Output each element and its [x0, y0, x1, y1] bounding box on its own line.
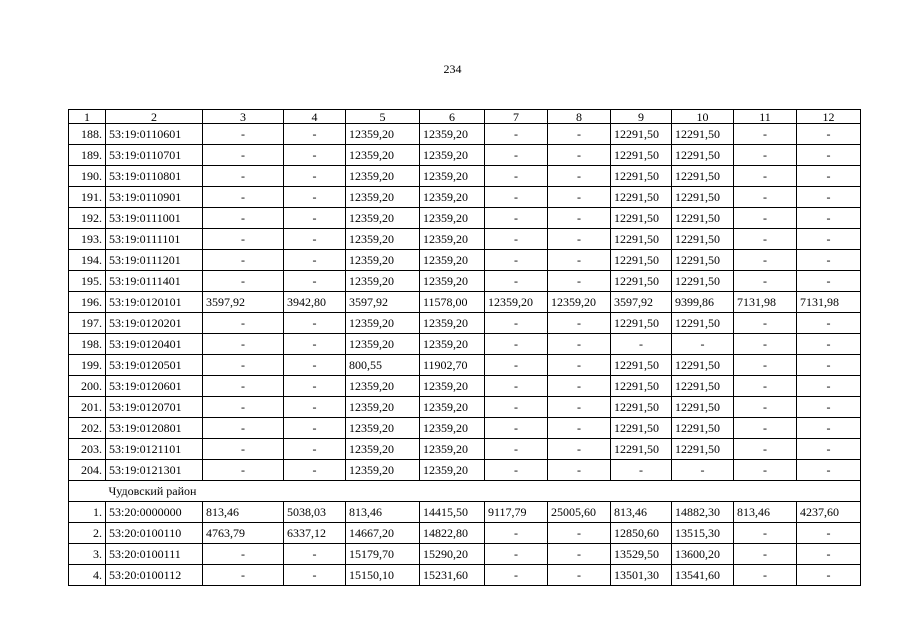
table-cell: -: [284, 208, 346, 229]
table-cell: 53:19:0120401: [106, 334, 203, 355]
table-row: [69, 145, 861, 166]
table-cell: -: [734, 418, 797, 439]
table-cell: 7131,98: [734, 292, 797, 313]
table-row: [69, 334, 861, 355]
table-cell: -: [548, 250, 611, 271]
table-cell: -: [284, 439, 346, 460]
table-row: [69, 229, 861, 250]
table-row: [69, 250, 861, 271]
header-row: [69, 110, 861, 124]
table-cell: -: [797, 271, 861, 292]
table-cell: 12359,20: [346, 166, 420, 187]
table-cell: 198.: [69, 334, 106, 355]
table-row: [69, 187, 861, 208]
table-cell: 12359,20: [346, 334, 420, 355]
table-row: [69, 124, 861, 145]
table-cell: 14667,20: [346, 523, 420, 544]
table-cell: -: [485, 124, 548, 145]
table-cell: 193.: [69, 229, 106, 250]
table-cell: -: [548, 544, 611, 565]
table-row: [69, 376, 861, 397]
table-cell: 2.: [69, 523, 106, 544]
table-cell: 53:19:0110601: [106, 124, 203, 145]
table-row: [69, 208, 861, 229]
table-cell: 4.: [69, 565, 106, 586]
column-header: 6: [420, 110, 485, 124]
table-cell: -: [485, 565, 548, 586]
table-cell: 13515,30: [672, 523, 734, 544]
table-row: [69, 502, 861, 523]
table-cell: -: [734, 229, 797, 250]
table-cell: -: [284, 460, 346, 481]
table-cell: -: [734, 250, 797, 271]
table-cell: 12291,50: [672, 271, 734, 292]
table-cell: 12291,50: [611, 166, 672, 187]
table-cell: -: [734, 397, 797, 418]
table-cell: 15290,20: [420, 544, 485, 565]
table-cell: 12359,20: [420, 460, 485, 481]
table-cell: -: [485, 271, 548, 292]
table-cell: 12359,20: [548, 292, 611, 313]
table-cell: 12359,20: [346, 208, 420, 229]
table-cell: -: [611, 334, 672, 355]
table-cell: 12291,50: [611, 208, 672, 229]
table-cell: 14822,80: [420, 523, 485, 544]
table-cell: 12359,20: [420, 229, 485, 250]
table-cell: -: [548, 439, 611, 460]
table-cell: 53:19:0110801: [106, 166, 203, 187]
table-cell: -: [797, 460, 861, 481]
table-cell: 12291,50: [611, 124, 672, 145]
table-cell: 12291,50: [611, 313, 672, 334]
table-cell: 12359,20: [346, 229, 420, 250]
table-cell: 53:19:0120701: [106, 397, 203, 418]
table-cell: -: [797, 166, 861, 187]
table-cell: 12291,50: [611, 250, 672, 271]
table-cell: -: [203, 187, 284, 208]
table-cell: 12291,50: [672, 124, 734, 145]
table-cell: 12359,20: [420, 271, 485, 292]
table-cell: 12359,20: [346, 124, 420, 145]
table-cell: -: [734, 523, 797, 544]
column-header: 8: [548, 110, 611, 124]
table-cell: 53:20:0100112: [106, 565, 203, 586]
table-cell: -: [734, 334, 797, 355]
column-header: 3: [203, 110, 284, 124]
table-cell: -: [284, 355, 346, 376]
table-cell: 12291,50: [672, 418, 734, 439]
table-row: [69, 292, 861, 313]
table-cell: 15150,10: [346, 565, 420, 586]
table-cell: 12359,20: [346, 145, 420, 166]
column-header: 11: [734, 110, 797, 124]
table-cell: 800,55: [346, 355, 420, 376]
table-cell: 813,46: [611, 502, 672, 523]
table-cell: 191.: [69, 187, 106, 208]
table-cell: 12359,20: [420, 124, 485, 145]
table-cell: -: [734, 544, 797, 565]
table-cell: 6337,12: [284, 523, 346, 544]
table-cell: -: [284, 250, 346, 271]
table-cell: -: [485, 460, 548, 481]
table-cell: 12359,20: [420, 439, 485, 460]
table-cell: -: [485, 145, 548, 166]
table-cell: 9117,79: [485, 502, 548, 523]
column-header: 12: [797, 110, 861, 124]
table-row: [69, 460, 861, 481]
table-cell: 53:19:0111401: [106, 271, 203, 292]
table-cell: -: [284, 313, 346, 334]
table-cell: -: [203, 397, 284, 418]
table-cell: 53:19:0120501: [106, 355, 203, 376]
table-cell: -: [548, 418, 611, 439]
table-cell: 12291,50: [611, 187, 672, 208]
table-row: [69, 355, 861, 376]
table-row: [69, 271, 861, 292]
column-header: 4: [284, 110, 346, 124]
table-cell: -: [485, 544, 548, 565]
table-cell: -: [548, 229, 611, 250]
column-header: 10: [672, 110, 734, 124]
table-cell: -: [797, 418, 861, 439]
table-cell: -: [797, 376, 861, 397]
page-number: 234: [443, 62, 462, 76]
table-cell: 12359,20: [346, 439, 420, 460]
table-cell: -: [203, 124, 284, 145]
column-header: 7: [485, 110, 548, 124]
table-cell: -: [203, 376, 284, 397]
table-cell: 12359,20: [346, 271, 420, 292]
table-cell: -: [797, 145, 861, 166]
table-cell: -: [485, 376, 548, 397]
table-cell: 3597,92: [203, 292, 284, 313]
table-cell: -: [797, 229, 861, 250]
table-cell: 12291,50: [611, 418, 672, 439]
table-cell: 197.: [69, 313, 106, 334]
table-cell: 3.: [69, 544, 106, 565]
table-row: [69, 397, 861, 418]
table-row: [69, 523, 861, 544]
table-cell: -: [284, 124, 346, 145]
table-cell: 11578,00: [420, 292, 485, 313]
table-cell: -: [485, 187, 548, 208]
data-table: [68, 109, 861, 586]
table-cell: -: [284, 229, 346, 250]
table-cell: -: [797, 313, 861, 334]
table-cell: 12359,20: [420, 334, 485, 355]
table-cell: 12291,50: [672, 229, 734, 250]
table-cell: -: [548, 376, 611, 397]
table-cell: -: [203, 334, 284, 355]
table-cell: -: [734, 355, 797, 376]
table-cell: 12359,20: [420, 208, 485, 229]
table-cell: 12359,20: [420, 250, 485, 271]
table-cell: 53:19:0120801: [106, 418, 203, 439]
table-cell: -: [203, 166, 284, 187]
table-cell: 12291,50: [672, 208, 734, 229]
table-cell: -: [203, 418, 284, 439]
table-cell: 12291,50: [672, 376, 734, 397]
table-cell: -: [485, 439, 548, 460]
table-cell: 12359,20: [346, 187, 420, 208]
table-cell: -: [485, 523, 548, 544]
table-cell: -: [485, 355, 548, 376]
table-cell: 9399,86: [672, 292, 734, 313]
table-cell: -: [734, 124, 797, 145]
table-cell: -: [797, 565, 861, 586]
table-cell: 12359,20: [485, 292, 548, 313]
table-cell: 12359,20: [420, 397, 485, 418]
column-header: 9: [611, 110, 672, 124]
table-cell: 12291,50: [672, 439, 734, 460]
section-row: [69, 481, 861, 502]
table-cell: -: [203, 565, 284, 586]
table-row: [69, 313, 861, 334]
table-cell: -: [485, 334, 548, 355]
table-cell: 12291,50: [611, 397, 672, 418]
table-cell: -: [284, 544, 346, 565]
table-cell: -: [734, 187, 797, 208]
table-cell: -: [734, 166, 797, 187]
table-cell: 12359,20: [346, 397, 420, 418]
table-cell: -: [797, 355, 861, 376]
table-cell: -: [284, 187, 346, 208]
table-cell: 1.: [69, 502, 106, 523]
table-cell: -: [203, 355, 284, 376]
table-cell: 53:19:0121301: [106, 460, 203, 481]
table-cell: -: [485, 229, 548, 250]
table-cell: -: [203, 460, 284, 481]
table-cell: 13600,20: [672, 544, 734, 565]
column-header: 2: [106, 110, 203, 124]
table-cell: -: [203, 250, 284, 271]
table-cell: 53:20:0000000: [106, 502, 203, 523]
table-cell: 12850,60: [611, 523, 672, 544]
table-cell: 13529,50: [611, 544, 672, 565]
table-cell: 4763,79: [203, 523, 284, 544]
table-cell: 13541,60: [672, 565, 734, 586]
table-cell: 5038,03: [284, 502, 346, 523]
table-cell: -: [485, 397, 548, 418]
table-cell: -: [797, 523, 861, 544]
table-row: [69, 439, 861, 460]
table-cell: 53:19:0120101: [106, 292, 203, 313]
table-cell: 813,46: [203, 502, 284, 523]
section-spacer: [69, 481, 106, 502]
table-cell: -: [284, 376, 346, 397]
table-cell: 3942,80: [284, 292, 346, 313]
table-cell: 14882,30: [672, 502, 734, 523]
table-cell: -: [734, 376, 797, 397]
table-cell: -: [672, 460, 734, 481]
table-cell: 12359,20: [420, 376, 485, 397]
table-cell: 813,46: [734, 502, 797, 523]
table-cell: 12359,20: [420, 418, 485, 439]
table-cell: -: [485, 418, 548, 439]
table-cell: 12291,50: [611, 376, 672, 397]
section-title: Чудовский район: [106, 481, 861, 502]
table-cell: 12359,20: [420, 166, 485, 187]
table-cell: -: [548, 271, 611, 292]
table-cell: 12291,50: [672, 313, 734, 334]
table-cell: 12359,20: [346, 250, 420, 271]
table-row: [69, 418, 861, 439]
table-cell: -: [203, 544, 284, 565]
table-cell: 195.: [69, 271, 106, 292]
table-cell: -: [548, 460, 611, 481]
table-cell: 53:19:0110701: [106, 145, 203, 166]
table-cell: 12359,20: [420, 187, 485, 208]
table-cell: -: [548, 187, 611, 208]
table-cell: -: [203, 439, 284, 460]
table-cell: 13501,30: [611, 565, 672, 586]
table-cell: 12359,20: [346, 313, 420, 334]
table-cell: 12291,50: [611, 229, 672, 250]
table-cell: -: [734, 208, 797, 229]
table-cell: 203.: [69, 439, 106, 460]
table-cell: -: [284, 334, 346, 355]
table-cell: -: [797, 250, 861, 271]
table-cell: -: [284, 166, 346, 187]
table-cell: 192.: [69, 208, 106, 229]
table-cell: 53:19:0111201: [106, 250, 203, 271]
table-cell: -: [485, 250, 548, 271]
table-cell: -: [672, 334, 734, 355]
table-cell: -: [203, 229, 284, 250]
table-cell: 188.: [69, 124, 106, 145]
table-cell: 200.: [69, 376, 106, 397]
table-cell: 201.: [69, 397, 106, 418]
table-cell: 53:19:0110901: [106, 187, 203, 208]
table-cell: -: [548, 334, 611, 355]
table-row: [69, 166, 861, 187]
table-cell: -: [734, 439, 797, 460]
table-cell: 196.: [69, 292, 106, 313]
table-cell: -: [797, 439, 861, 460]
table-cell: -: [284, 397, 346, 418]
table-cell: -: [284, 565, 346, 586]
table-cell: -: [203, 271, 284, 292]
table-cell: -: [797, 397, 861, 418]
table-cell: 53:19:0121101: [106, 439, 203, 460]
table-cell: 15179,70: [346, 544, 420, 565]
table-cell: 12359,20: [346, 460, 420, 481]
table-cell: 12291,50: [672, 145, 734, 166]
table-cell: 53:20:0100110: [106, 523, 203, 544]
table-cell: -: [284, 145, 346, 166]
table-cell: 12291,50: [672, 187, 734, 208]
column-header: 5: [346, 110, 420, 124]
table-cell: 12291,50: [611, 145, 672, 166]
table-cell: 12291,50: [672, 166, 734, 187]
table-cell: 53:19:0120201: [106, 313, 203, 334]
table-cell: 15231,60: [420, 565, 485, 586]
table-cell: 12291,50: [672, 250, 734, 271]
table-cell: -: [734, 565, 797, 586]
table-cell: 11902,70: [420, 355, 485, 376]
table-cell: 3597,92: [611, 292, 672, 313]
table-cell: -: [734, 313, 797, 334]
table-cell: -: [548, 523, 611, 544]
table-cell: 189.: [69, 145, 106, 166]
column-header: 1: [69, 110, 106, 124]
table-cell: -: [284, 418, 346, 439]
table-cell: -: [734, 271, 797, 292]
table-cell: -: [797, 334, 861, 355]
table-cell: -: [548, 565, 611, 586]
table-cell: 12359,20: [346, 418, 420, 439]
table-cell: 12359,20: [420, 145, 485, 166]
table-cell: -: [203, 145, 284, 166]
table-cell: -: [548, 145, 611, 166]
table-cell: 4237,60: [797, 502, 861, 523]
table-cell: 194.: [69, 250, 106, 271]
table-cell: 813,46: [346, 502, 420, 523]
table-cell: 12291,50: [672, 355, 734, 376]
table-row: [69, 544, 861, 565]
table-cell: -: [548, 313, 611, 334]
table-cell: -: [203, 208, 284, 229]
table-cell: -: [797, 124, 861, 145]
table-cell: -: [548, 208, 611, 229]
table-cell: 199.: [69, 355, 106, 376]
table-cell: -: [734, 460, 797, 481]
table-cell: 53:19:0111101: [106, 229, 203, 250]
table-cell: -: [797, 544, 861, 565]
table-cell: -: [548, 124, 611, 145]
table-cell: -: [548, 355, 611, 376]
table-cell: -: [548, 166, 611, 187]
table-cell: 12359,20: [420, 313, 485, 334]
table-cell: 202.: [69, 418, 106, 439]
table-cell: -: [797, 208, 861, 229]
table-cell: -: [485, 313, 548, 334]
table-cell: -: [203, 313, 284, 334]
table-cell: 25005,60: [548, 502, 611, 523]
table-cell: -: [548, 397, 611, 418]
table-cell: 7131,98: [797, 292, 861, 313]
table-body: [69, 110, 861, 586]
table-cell: 53:20:0100111: [106, 544, 203, 565]
table-cell: -: [485, 166, 548, 187]
table-cell: 12291,50: [611, 439, 672, 460]
table-cell: 190.: [69, 166, 106, 187]
table-cell: 3597,92: [346, 292, 420, 313]
table-cell: 204.: [69, 460, 106, 481]
table-cell: 12291,50: [611, 355, 672, 376]
table-cell: 53:19:0111001: [106, 208, 203, 229]
table-cell: -: [734, 145, 797, 166]
table-cell: -: [611, 460, 672, 481]
table-cell: -: [797, 187, 861, 208]
table-cell: -: [485, 208, 548, 229]
table-cell: 12291,50: [672, 397, 734, 418]
table-cell: 12359,20: [346, 376, 420, 397]
table-cell: 53:19:0120601: [106, 376, 203, 397]
table-cell: 14415,50: [420, 502, 485, 523]
table-cell: 12291,50: [611, 271, 672, 292]
table-row: [69, 565, 861, 586]
table-cell: -: [284, 271, 346, 292]
